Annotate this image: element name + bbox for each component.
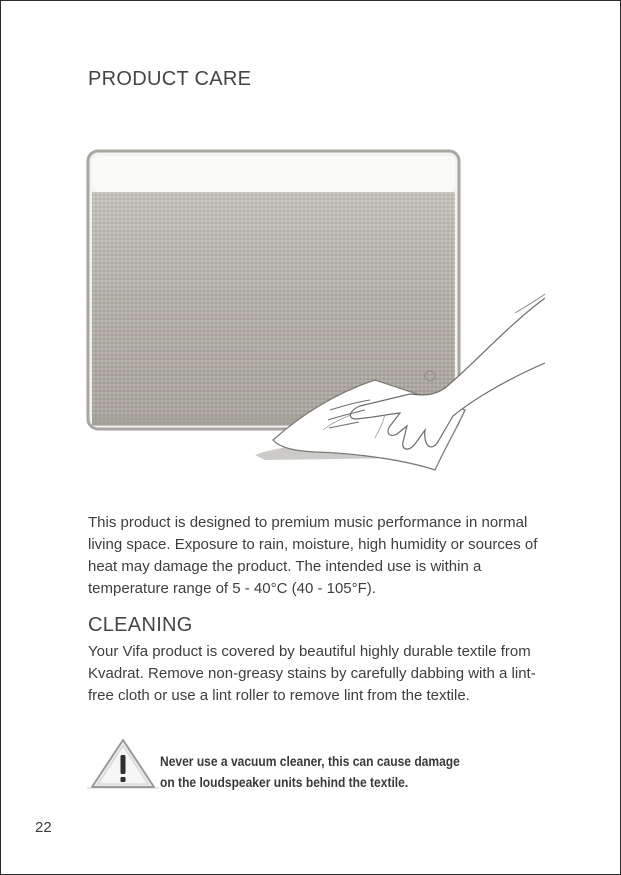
- warning-line-1: Never use a vacuum cleaner, this can cause damage: [160, 753, 460, 769]
- speaker-cleaning-illustration: [85, 148, 545, 478]
- cleaning-paragraph: Your Vifa product is covered by beautiful highly durable textile from Kvadrat. Remove non-greasy stains by carefully dabbing with a lint-free cloth or use a lint roller to remove lint from the textile.: [88, 643, 536, 704]
- page-title: PRODUCT CARE: [88, 68, 252, 90]
- page-number: 22: [35, 819, 52, 836]
- cleaning-heading: CLEANING: [88, 614, 193, 636]
- intro-paragraph: This product is designed to premium music performance in normal living space. Exposure to rain, moisture, high humidity or sources of heat may damage the product. The intended use is within a temperature range of 5 - 40°C (40 - 105°F).: [88, 514, 538, 597]
- warning-message: [160, 751, 460, 793]
- speaker-body: [88, 151, 459, 429]
- warning-triangle-icon: [87, 737, 159, 793]
- warning-line-2: on the loudspeaker units behind the textile.: [160, 774, 409, 790]
